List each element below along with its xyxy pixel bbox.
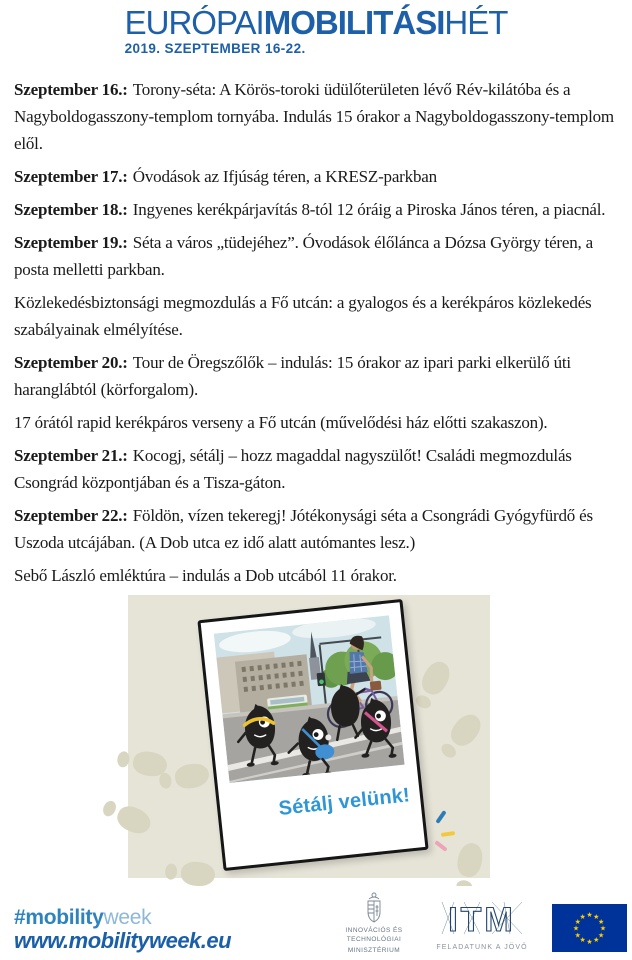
program-item-text: Tour de Öregszőlők – indulás: 15 órakor az ipari parki elkerülő úti haranglábtól (körforgalom). (14, 353, 571, 399)
program-item-date: Szeptember 21.: (14, 446, 128, 465)
mobilityweek-block (14, 906, 231, 952)
program-item-text: 17 órától rapid kerékpáros verseny a Fő utcán (művelődési ház előtti szakaszon). (14, 413, 548, 432)
logo-date-range: 2019. SZEPTEMBER 16-22. (124, 41, 306, 56)
program-item (14, 409, 618, 436)
footprint-icon (114, 802, 155, 838)
website-url: www.mobilityweek.eu (14, 928, 232, 953)
program-item-text: Ingyenes kerékpárjavítás 8-tól 12 óráig a Piroska János téren, a piacnál. (132, 200, 606, 219)
svg-text:★: ★ (598, 931, 605, 940)
svg-text:★: ★ (572, 924, 580, 933)
itm-logo-icon (434, 900, 530, 938)
itm-tagline: FELADATUNK A JÖVŐ (436, 944, 528, 951)
program-item-text: Séta a város „tüdejéhez”. Óvodások élőlánca a Dózsa György téren, a posta melletti parkban. (14, 233, 593, 279)
svg-text:★: ★ (593, 936, 600, 945)
program-item-text: Óvodások az Ifjúság téren, a KRESZ-parkban (132, 167, 437, 186)
program-item-text: Közlekedésbiztonsági megmozdulás a Fő utcán: a gyalogos és a kerékpáros közlekedés szabályainak elmélyítése. (14, 293, 592, 339)
itm-letters: ITM (448, 901, 516, 938)
program-item (14, 349, 618, 403)
program-item (14, 289, 618, 343)
polaroid-frame (197, 599, 428, 871)
svg-text:★: ★ (586, 911, 593, 919)
program-item (14, 229, 618, 283)
footprint-icon (173, 761, 211, 791)
promo-card (128, 595, 490, 878)
program-item-text: Kocogj, sétálj – hozz magaddal nagyszülőt! Családi megmozdulás Csongrád központjában és a Tisza-gáton. (14, 446, 572, 492)
footprint-icon (446, 709, 486, 750)
logo-part-europai: EURÓPAI (124, 4, 264, 41)
ministry-name-line1: INNOVÁCIÓS ÉS TECHNOLÓGIAI (345, 927, 403, 943)
svg-text:★: ★ (599, 924, 607, 933)
logo-title (125, 6, 508, 40)
program-item (14, 562, 618, 589)
mobility-week-logo (125, 6, 508, 56)
footprint-icon (180, 861, 216, 888)
program-item-date: Szeptember 22.: (14, 506, 128, 525)
program-item (14, 76, 618, 157)
street-scene-illustration (214, 615, 405, 783)
svg-text:★: ★ (593, 912, 600, 921)
program-item-date: Szeptember 19.: (14, 233, 128, 252)
program-item-date: Szeptember 18.: (14, 200, 128, 219)
program-item-date: Szeptember 16.: (14, 80, 128, 99)
program-item-text: Földön, vízen tekeregj! Jótékonysági séta a Csongrádi Gyógyfürdő és Uszoda utcájában. (A Dob utca ez idő alatt autómantes lesz.) (14, 506, 593, 552)
logo-part-mobilitasi: MOBILITÁSI (263, 4, 445, 41)
sparkle-dash-yellow (441, 831, 455, 837)
program-item (14, 442, 618, 496)
svg-text:★: ★ (579, 936, 586, 945)
svg-text:★: ★ (574, 917, 581, 926)
svg-text:★: ★ (598, 917, 605, 926)
sparkle-dash-pink (434, 840, 447, 852)
svg-text:★: ★ (574, 931, 581, 940)
polaroid-caption: Sétálj velünk! (277, 784, 411, 820)
program-item (14, 163, 618, 190)
svg-text:★: ★ (586, 938, 593, 946)
hashtag-light: week (103, 906, 152, 929)
program-list (0, 56, 632, 589)
footprint-icon (455, 841, 486, 879)
program-item-date: Szeptember 17.: (14, 167, 128, 186)
sparkle-dash-blue (435, 810, 446, 824)
ministry-logo (320, 892, 428, 956)
hashtag-line (14, 906, 231, 929)
footprint-icon (417, 657, 454, 698)
footer (0, 886, 632, 960)
header (0, 0, 632, 56)
program-item-text: Torony-séta: A Körös-toroki üdülőterületen lévő Rév-kilátóba és a Nagyboldogasszony-templom tornyába. Indulás 15 órakor a Nagyboldogasszony-templom elől. (14, 80, 614, 153)
program-item (14, 196, 618, 223)
ministry-crest-icon (363, 892, 385, 924)
logo-part-het: HÉT (444, 4, 508, 41)
itm-logo (432, 900, 532, 951)
polaroid-photo (214, 615, 405, 783)
program-item (14, 502, 618, 556)
program-item-date: Szeptember 20.: (14, 353, 128, 372)
svg-text:★: ★ (579, 912, 586, 921)
eu-flag-icon (552, 904, 627, 957)
hashtag-bold: #mobility (14, 906, 104, 929)
program-item-text: Sebő László emléktúra – indulás a Dob utcából 11 órakor. (14, 566, 397, 585)
ministry-name-line2: MINISZTÉRIUM (347, 947, 401, 954)
